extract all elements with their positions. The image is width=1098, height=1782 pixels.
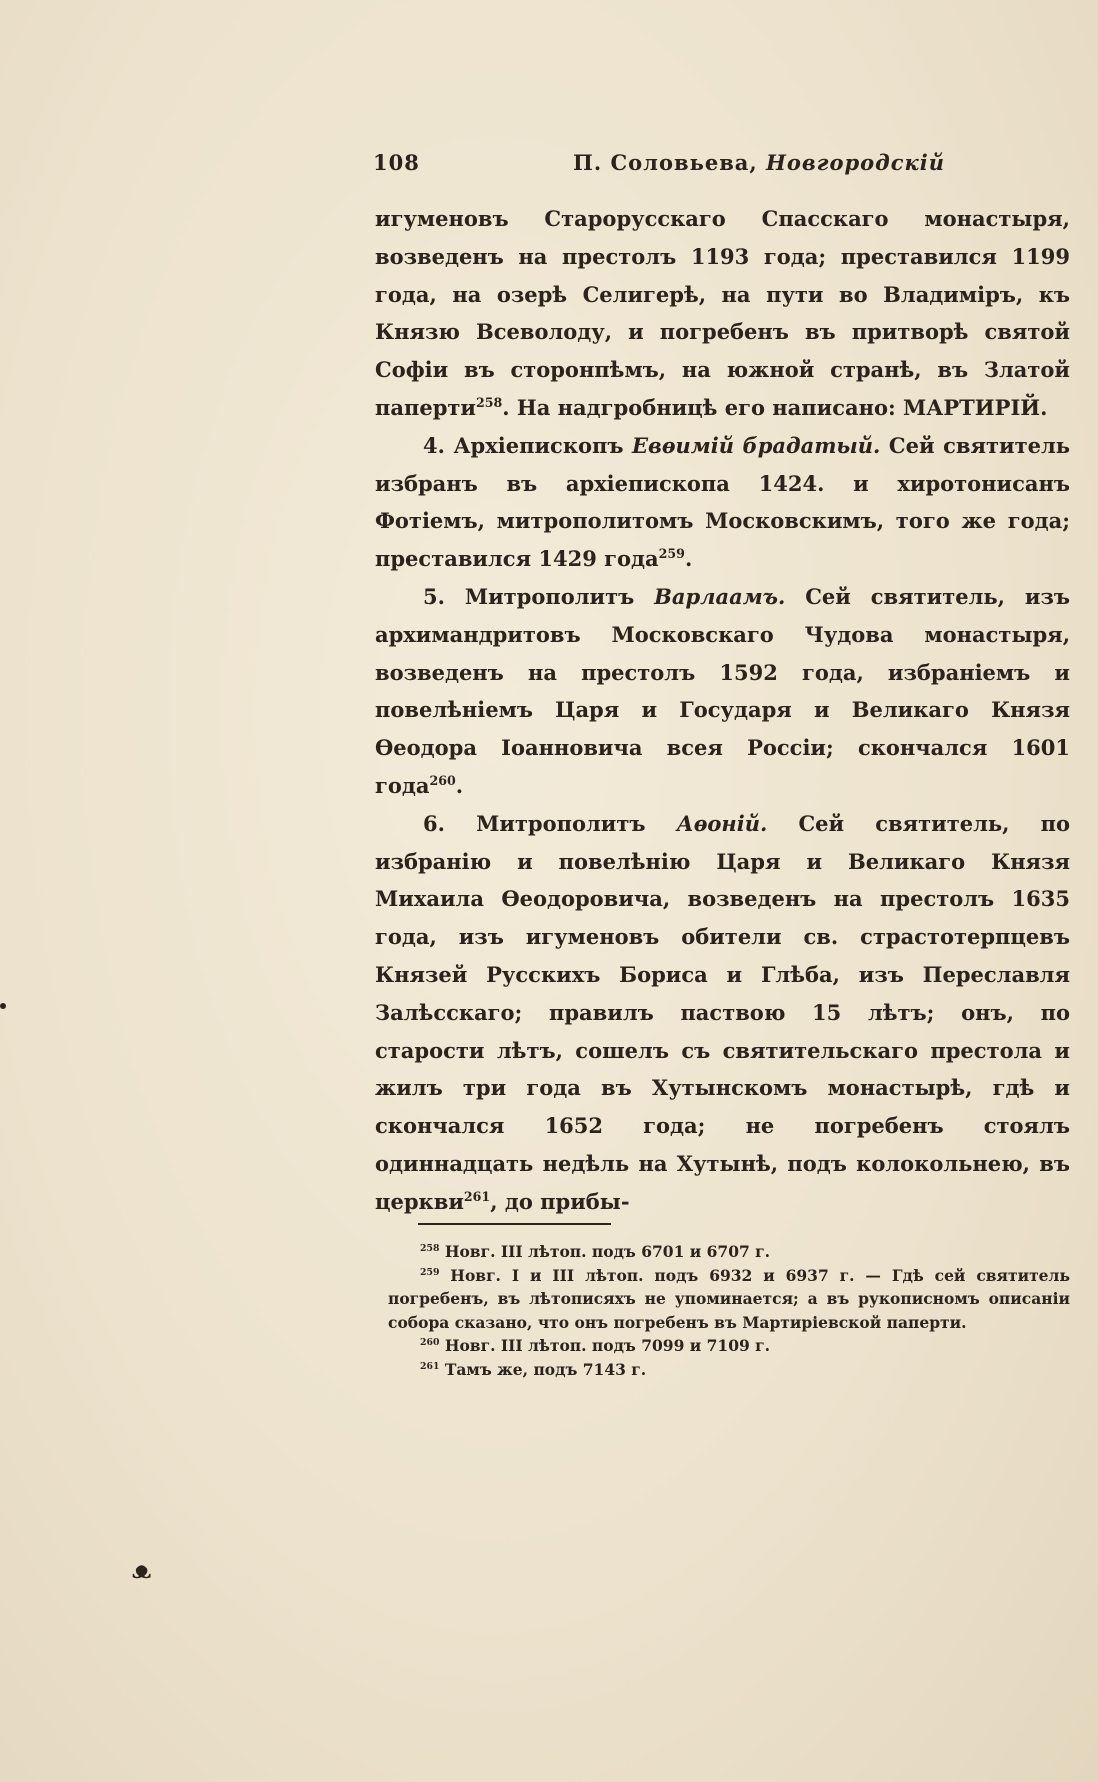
footnote bbox=[388, 1358, 1070, 1382]
paragraph-text: Сей святитель, по избранію и повелѣнію Царя и Великаго Князя Михаила Ѳеодоровича, возведенъ на престолъ 1635 года, изъ игуменовъ обители св. страстотерпцевъ Князей Русскихъ Бориса и Глѣба, изъ Переславля Залѣсскаго; правилъ паствою 15 лѣтъ; онъ, по старости лѣтъ, сошелъ съ святительскаго престола и жилъ три года въ Хутынскомъ монастырѣ, гдѣ и скончался 1652 года; не погребенъ стоялъ одиннадцать недѣль на Хутынѣ, подъ колокольнею, въ церкви bbox=[375, 810, 1071, 1214]
footnotes bbox=[388, 1240, 1070, 1381]
footnote-number: 259 bbox=[420, 1266, 440, 1278]
paragraph-text: . На надгробницѣ его написано: МАРТИРІЙ. bbox=[502, 394, 1048, 420]
hierarch-name: Аѳоній. bbox=[676, 810, 768, 836]
running-title-author: П. Соловьева, bbox=[573, 150, 758, 175]
paragraph-text: Сей святитель, изъ архимандритовъ Московскаго Чудова монастыря, возведенъ на престолъ 1592 года, избраніемъ и повелѣніемъ Царя и Государя и Великаго Князя Ѳеодора Іоанновича всея Россіи; скончался 1601 года bbox=[375, 583, 1070, 798]
paragraph-continuation bbox=[375, 200, 1070, 427]
paragraph-text: . bbox=[455, 772, 464, 798]
footnote-number: 261 bbox=[420, 1360, 440, 1372]
paragraph-text: , до прибы- bbox=[490, 1188, 630, 1214]
running-title-italic: Новгородскій bbox=[766, 150, 946, 175]
main-text bbox=[375, 200, 1070, 1221]
footnote-ref: 261 bbox=[463, 1188, 491, 1204]
edge-dot bbox=[0, 1003, 6, 1009]
footnote-ref: 258 bbox=[475, 394, 503, 410]
footnote-ref: 260 bbox=[429, 772, 456, 788]
footnote-divider bbox=[418, 1223, 611, 1225]
paragraph-text: . bbox=[684, 546, 693, 572]
paragraph-4 bbox=[375, 427, 1070, 578]
paragraph-5 bbox=[375, 578, 1070, 805]
hierarch-name: Евѳимій брадатый. bbox=[632, 432, 881, 458]
footnote-text: Тамъ же, подъ 7143 г. bbox=[439, 1359, 647, 1379]
paragraph-text: 4. Архіепископъ bbox=[423, 432, 633, 458]
footnote-text: Новг. III лѣтоп. подъ 7099 и 7109 г. bbox=[439, 1336, 771, 1355]
footnote-ref: 259 bbox=[658, 546, 685, 562]
paragraph-text: 5. Митрополитъ bbox=[423, 583, 655, 609]
footnote-text: Новг. III лѣтоп. подъ 6701 и 6707 г. bbox=[439, 1242, 771, 1261]
paragraph-6 bbox=[375, 805, 1070, 1221]
footnote-number: 258 bbox=[420, 1242, 440, 1254]
footnote-text: Новг. I и III лѣтоп. подъ 6932 и 6937 г. — Гдѣ сей святитель погребенъ, въ лѣтописяхъ не упоминается; а въ рукописномъ описаніи собора сказано, что онъ погребенъ въ Мартиріевской паперти. bbox=[388, 1265, 1070, 1332]
running-header bbox=[373, 150, 1073, 184]
footnote bbox=[388, 1334, 1070, 1358]
marginal-mark: ᴥ bbox=[132, 1555, 152, 1584]
paragraph-text: 6. Митрополитъ bbox=[423, 810, 677, 836]
hierarch-name: Варлаамъ. bbox=[654, 583, 786, 609]
footnote-number: 260 bbox=[420, 1336, 440, 1348]
footnote bbox=[388, 1264, 1070, 1335]
running-title bbox=[573, 150, 945, 175]
page-number: 108 bbox=[373, 150, 420, 175]
paragraph-text: игуменовъ Старорусскаго Спасскаго монастыря, возведенъ на престолъ 1193 года; преставился 1199 года, на озерѣ Селигерѣ, на пути во Владиміръ, къ Князю Всеволоду, и погребенъ въ притворѣ святой Софіи въ сторонпѣмъ, на южной странѣ, въ Златой паперти bbox=[375, 206, 1070, 420]
footnote bbox=[388, 1240, 1070, 1264]
paragraph-text: Сей святитель избранъ въ архіепископа 1424. и хиротонисанъ Фотіемъ, митрополитомъ Московскимъ, того же года; преставился 1429 года bbox=[375, 432, 1071, 572]
